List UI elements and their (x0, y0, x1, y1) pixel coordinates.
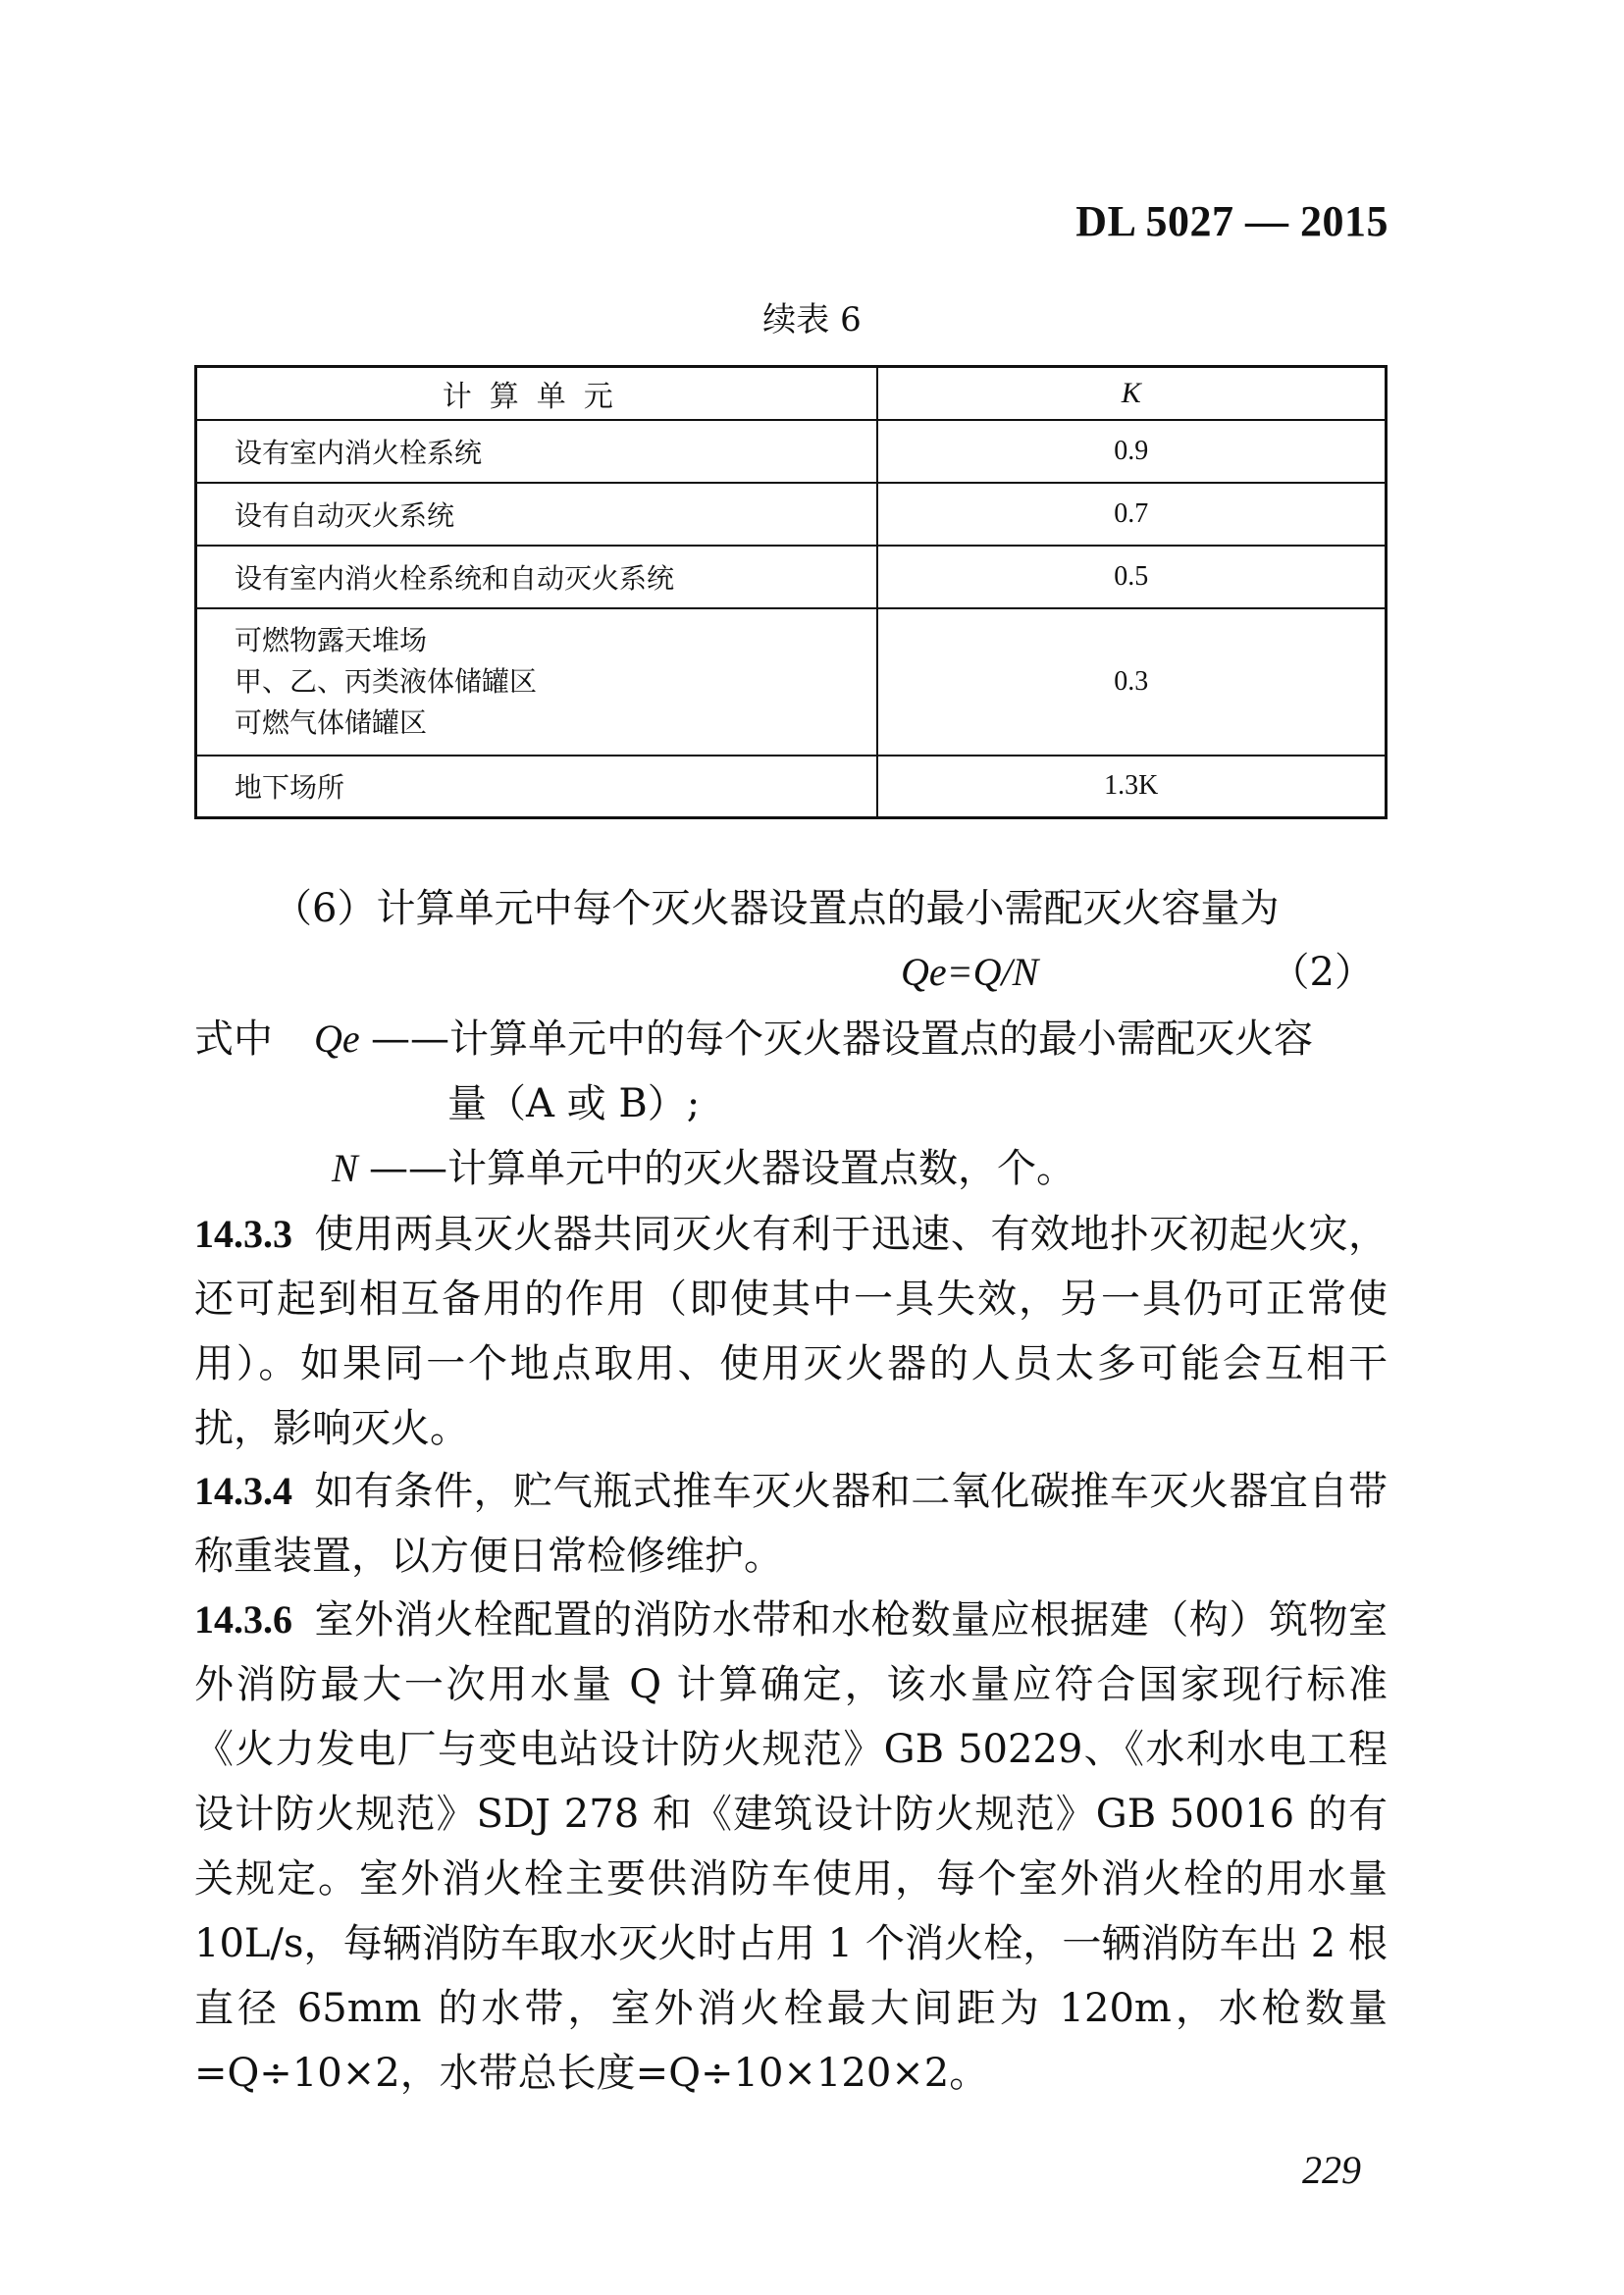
clause-text: 室外消火栓配置的消防水带和水枪数量应根据建（构）筑物室外消防最大一次用水量 Q 计算确定，该水量应符合国家现行标准《火力发电厂与变电站设计防火规范》GB 50229、《水利水电工程设计防火规范》SDJ 278 和《建筑设计防火规范》GB 50016 的有关规定。室外消火栓主要供消防车使用，每个室外消火栓的用水量 10L/s，每辆消防车取水灭火时占用 1 个消火栓，一辆消防车出 2 根直径 65mm 的水带，室外消火栓最大间距为 120m，水枪数量=Q÷10×2，水带总长度=Q÷10×120×2。 (194, 1597, 1388, 2096)
clause-14-3-6 (194, 1588, 1388, 2106)
table-caption: 续表 6 (762, 300, 862, 339)
clause-number: 14.3.4 (194, 1469, 292, 1513)
table-row (196, 420, 1387, 483)
clause-14-3-3 (194, 1202, 1388, 1461)
cell-unit: 设有室内消火栓系统 (196, 420, 877, 483)
cell-unit (196, 608, 877, 756)
definition-qe-text: ——计算单元中的每个灭火器设置点的最小需配灭火容 (371, 1017, 1313, 1062)
table-row (196, 483, 1387, 546)
clause-text: 如有条件，贮气瓶式推车灭火器和二氧化碳推车灭火器宜自带称重装置，以方便日常检修维护。 (194, 1469, 1388, 1579)
definition-qe-continued (194, 1071, 1388, 1136)
cell-k: 0.9 (877, 420, 1387, 483)
definition-n-text: ——计算单元中的灭火器设置点数，个。 (369, 1146, 1075, 1191)
clause-number: 14.3.3 (194, 1212, 292, 1256)
cell-unit-line: 甲、乙、丙类液体储罐区 (235, 664, 538, 698)
formula-expression: Qe=Q/N (901, 950, 1039, 994)
table-row (196, 546, 1387, 608)
table-header-row (196, 367, 1387, 420)
header-k: K (877, 367, 1387, 420)
symbol-qe: Qe (314, 1017, 360, 1061)
definition-lead: 式中 (194, 1017, 273, 1062)
clause-14-3-4 (194, 1459, 1388, 1589)
standard-code: DL 5027 — 2015 (1075, 197, 1388, 245)
definition-n (194, 1136, 1388, 1201)
cell-unit: 地下场所 (196, 756, 877, 818)
paragraph-item-6: （6）计算单元中每个灭火器设置点的最小需配灭火容量为 (273, 886, 1280, 931)
table-row (196, 608, 1387, 756)
formula-number: （2） (1270, 950, 1374, 995)
clause-number: 14.3.6 (194, 1597, 292, 1642)
symbol-n: N (332, 1146, 358, 1190)
k-factor-table (194, 365, 1388, 819)
cell-k: 1.3K (877, 756, 1387, 818)
cell-k: 0.5 (877, 546, 1387, 608)
variable-definitions (194, 1007, 1388, 1201)
formula-line (194, 940, 1388, 1005)
cell-unit: 设有室内消火栓系统和自动灭火系统 (196, 546, 877, 608)
cell-k: 0.3 (877, 608, 1387, 756)
cell-unit-line: 可燃物露天堆场 (235, 623, 428, 656)
page-number: 229 (1302, 2148, 1361, 2192)
definition-qe (194, 1007, 1388, 1071)
cell-unit-line: 可燃气体储罐区 (235, 705, 428, 739)
clause-text: 使用两具灭火器共同灭火有利于迅速、有效地扑灭初起火灾，还可起到相互备用的作用（即使其中一具失效，另一具仍可正常使用）。如果同一个地点取用、使用灭火器的人员太多可能会互相干扰，影响灭火。 (194, 1212, 1388, 1451)
cell-k: 0.7 (877, 483, 1387, 546)
table-row (196, 756, 1387, 818)
definition-qe-cont: 量（A 或 B）; (447, 1081, 701, 1126)
cell-unit: 设有自动灭火系统 (196, 483, 877, 546)
header-unit: 计算单元 (196, 367, 877, 420)
